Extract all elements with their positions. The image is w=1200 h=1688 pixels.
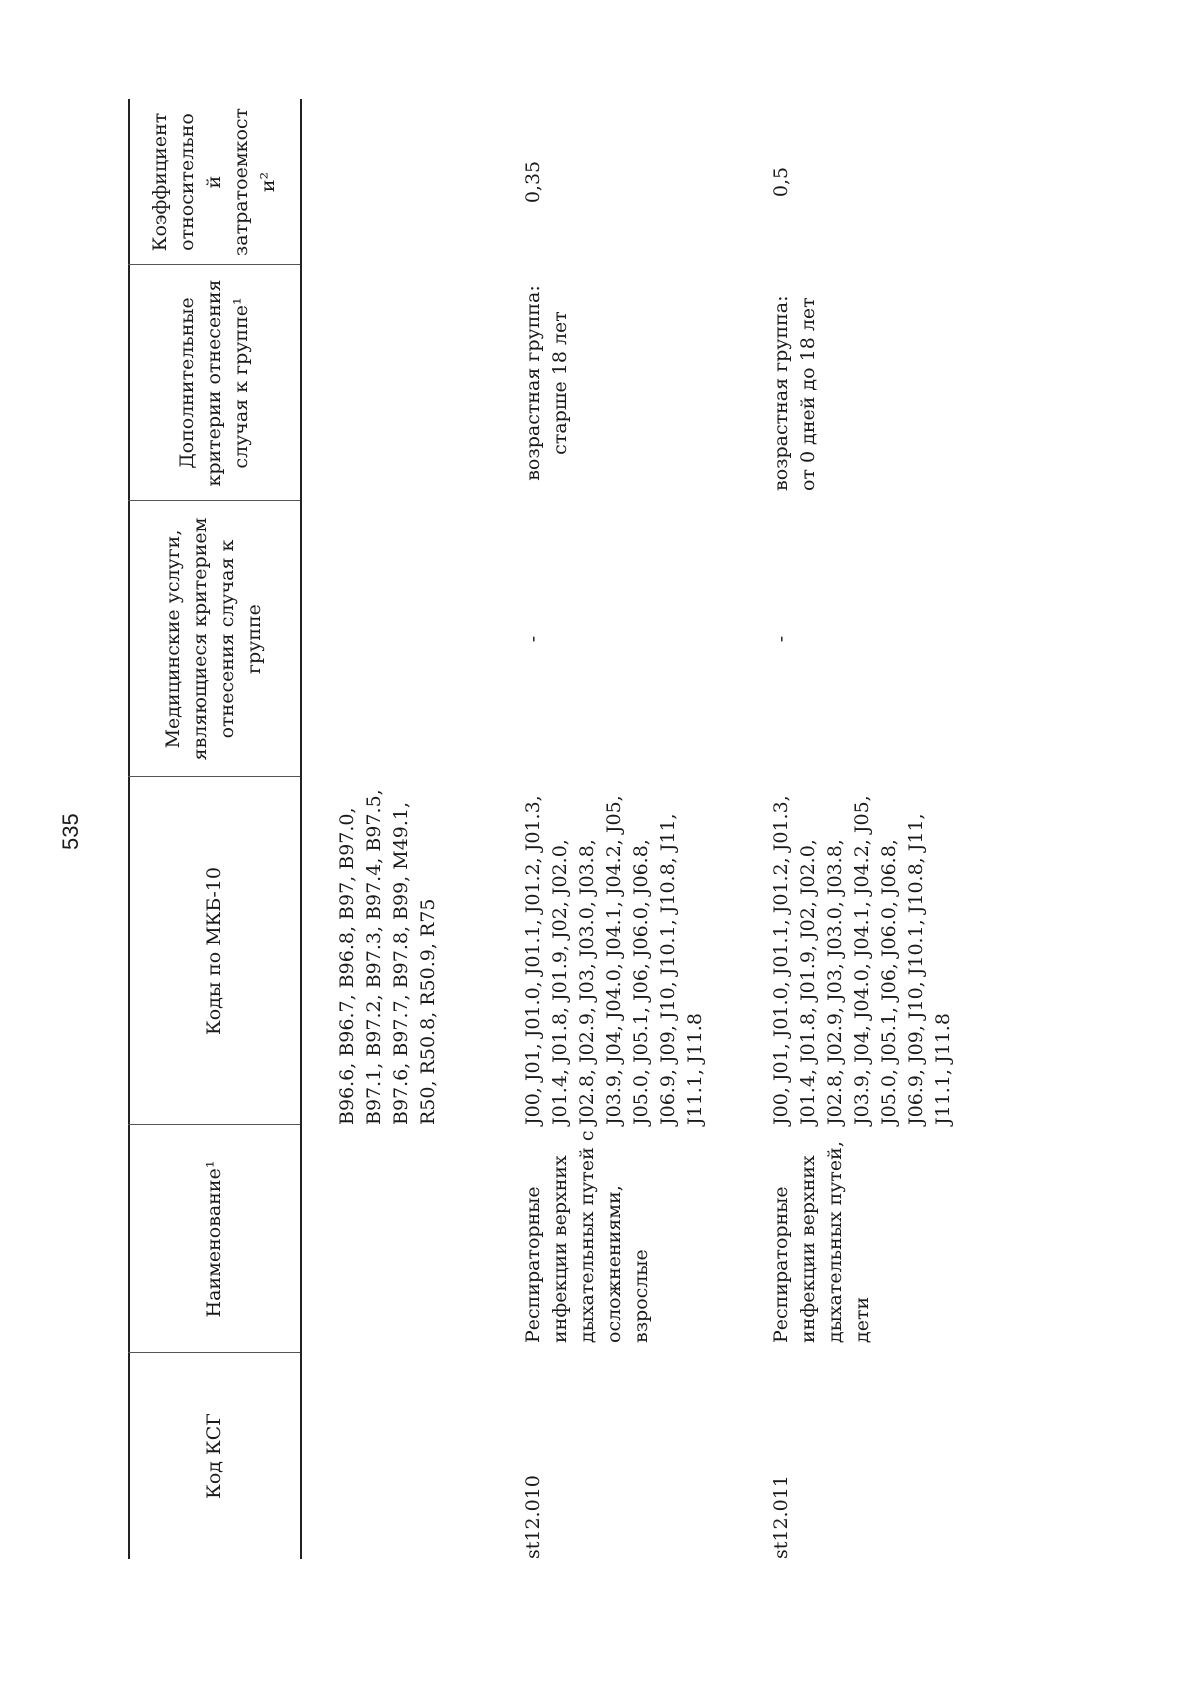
cell-services: - [522,635,544,643]
cell-criteria: возрастная группа: от 0 дней до 18 лет [770,295,819,491]
header-services: Медицинские услуги, являющиеся критерием отнесения случая к группе [162,517,265,761]
cell-criteria: возрастная группа: старше 18 лет [522,285,571,481]
cell-icd: J00, J01, J01.0, J01.1, J01.2, J01.3, J01.4, J01.8, J01.9, J02, J02.0, J02.8, J02.9, J03, J03.0, J03.8, J03.9, J04, J04.0, J04.1, J04.2, J05, J05.0, J05.1, J06, J06.0, J06.8, J06.9, J09, J10, J10.1, J10.8, J11, J11.1, J11.8 [770,795,954,1125]
cell-code: st12.010 [522,1475,544,1559]
header-code: Код КСГ [202,1413,225,1499]
cell-code: st12.011 [770,1475,792,1559]
cell-icd: B96.6, B96.7, B96.8, B97, B97.0, B97.1, B97.2, B97.3, B97.4, B97.5, B97.6, B97.7, B97.8, B99, M49.1, R50, R50.8, R50.9, R75 [336,789,439,1125]
cell-services: - [770,635,792,643]
rotated-page [128,99,1128,1559]
cell-name: Респираторные инфекции верхних дыхательных путей с осложнениями, взрослые [522,1130,652,1343]
cell-coef: 0,5 [770,166,792,198]
cell-icd: J00, J01, J01.0, J01.1, J01.2, J01.3, J01.4, J01.8, J01.9, J02, J02.0, J02.8, J02.9, J03, J03.0, J03.8, J03.9, J04, J04.0, J04.1, J04.2, J05, J05.0, J05.1, J06, J06.0, J06.8, J06.9, J09, J10, J10.1, J10.8, J11, J11.1, J11.8 [522,795,706,1125]
header-coef: Коэффициент относительно й затратоемкост и² [148,107,279,257]
page-number: 535 [58,813,83,850]
header-name: Наименование¹ [202,1160,225,1318]
header-criteria: Дополнительные критерии отнесения случая к группе¹ [175,279,252,487]
cell-coef: 0,35 [522,160,544,204]
cell-name: Респираторные инфекции верхних дыхательных путей, дети [770,1141,873,1343]
table-header-rule [300,99,302,1559]
header-icd: Коды по МКБ-10 [202,867,225,1035]
